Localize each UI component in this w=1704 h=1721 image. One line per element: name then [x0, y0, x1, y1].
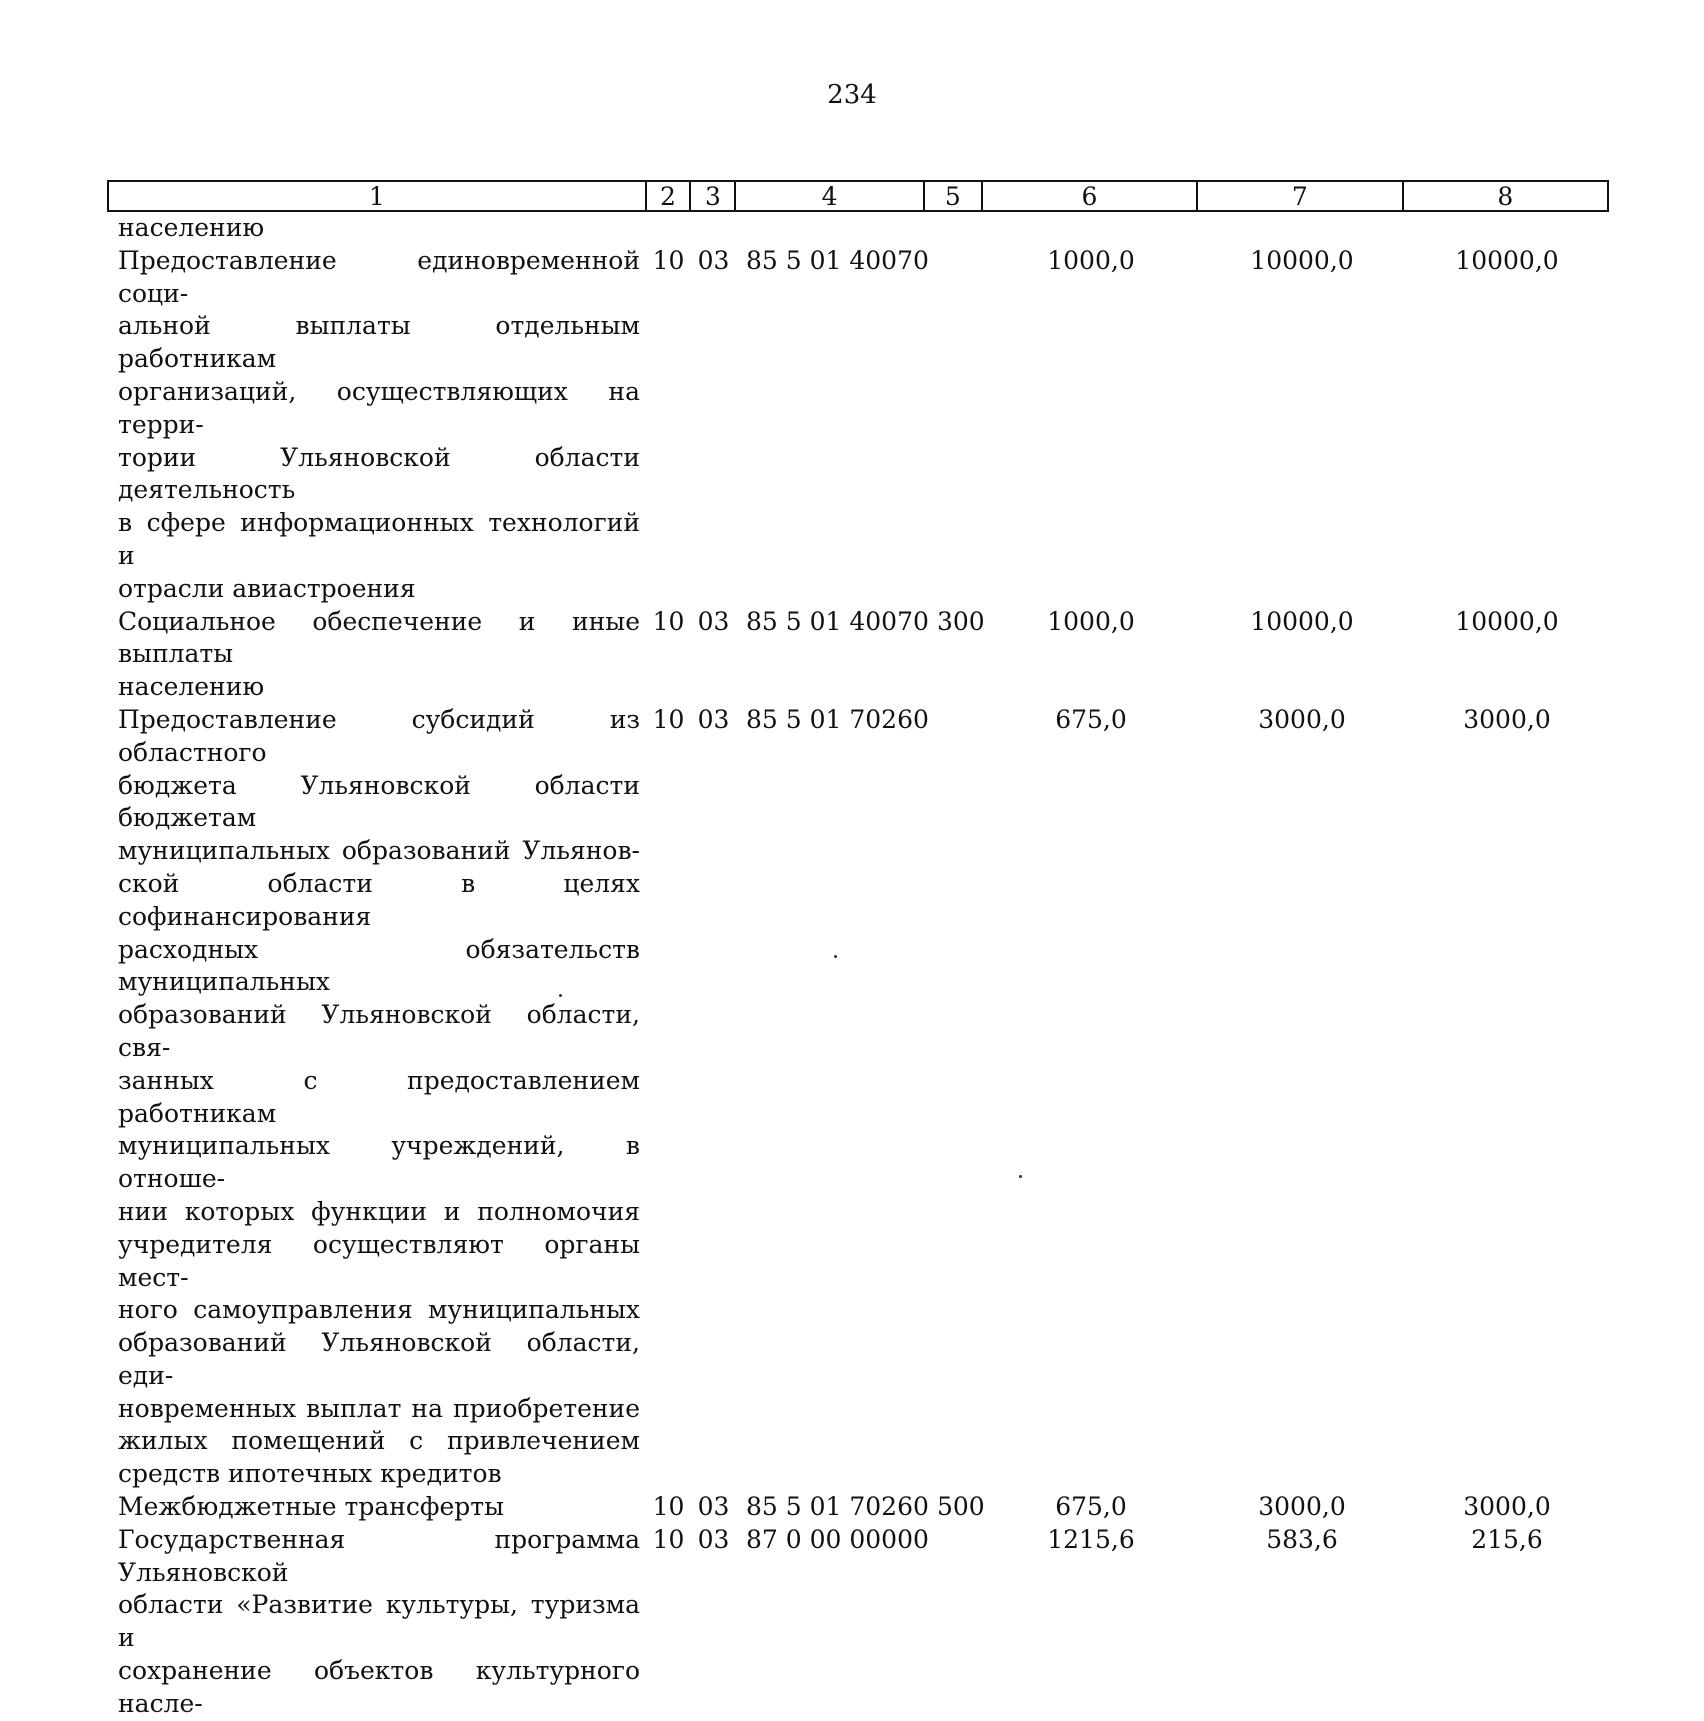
cell-col-5: [925, 704, 983, 1491]
table-row: [107, 606, 1609, 704]
row-name-line: муниципальных образований Ульянов-: [118, 836, 640, 866]
cell-col-7: 3000,0: [1258, 1492, 1346, 1522]
cell-col-2: [646, 212, 691, 245]
row-name-line: альной выплаты отдельным работникам: [118, 311, 640, 374]
row-name-line: учредителя осуществляют органы мест-: [118, 1229, 640, 1292]
cell-col-8: [1405, 212, 1609, 245]
cell-col-5: 500: [937, 1492, 985, 1522]
row-name-line: организаций, осуществляющих на терри-: [118, 376, 640, 439]
row-name-line: ской области в целях софинансирования: [118, 868, 640, 931]
scan-speck: [559, 994, 562, 997]
row-name-line: нии которых функции и полномочия: [118, 1196, 640, 1226]
row-name-line: расходных обязательств муниципальных: [118, 934, 640, 997]
table-row: [107, 1491, 1609, 1524]
cell-col-7: 10000,0: [1250, 245, 1354, 275]
cell-col-3: 03: [697, 1492, 730, 1522]
cell-col-6: 675,0: [1055, 704, 1127, 734]
cell-col-8: 10000,0: [1455, 606, 1559, 636]
cell-col-6: 1000,0: [1047, 606, 1135, 636]
row-name-line: Предоставление единовременной соци-: [118, 245, 640, 308]
cell-col-3: 03: [697, 1524, 730, 1554]
table-row: [107, 245, 1609, 606]
cell-col-5: 300: [937, 606, 985, 636]
budget-table: [107, 180, 1609, 1721]
cell-col-6: [983, 212, 1199, 245]
cell-col-5: [925, 1524, 983, 1721]
row-name-line: средств ипотечных кредитов: [118, 1459, 502, 1489]
header-col-2: 2: [647, 182, 692, 210]
row-name-line: Социальное обеспечение и иные выплаты: [118, 606, 640, 669]
row-name-line: ного самоуправления муниципальных: [118, 1295, 640, 1325]
row-name-line: жилых помещений с привлечением: [118, 1426, 640, 1456]
cell-col-3: [691, 212, 736, 245]
cell-col-7: 3000,0: [1258, 704, 1346, 734]
row-name-line: образований Ульяновской области, свя-: [118, 1000, 640, 1062]
header-col-3: 3: [691, 182, 736, 210]
row-name-line: тории Ульяновской области деятельность: [118, 442, 640, 505]
cell-col-4: 85 5 01 70260: [746, 1492, 929, 1522]
row-name-line: образований Ульяновской области, еди-: [118, 1328, 640, 1390]
cell-col-3: 03: [697, 704, 730, 734]
table-row: [107, 704, 1609, 1491]
row-name-line: Межбюджетные трансферты: [118, 1492, 505, 1522]
cell-col-3: 03: [697, 245, 730, 275]
row-name-line: области «Развитие культуры, туризма и: [118, 1590, 640, 1653]
cell-col-8: 3000,0: [1463, 704, 1551, 734]
cell-col-5: [925, 245, 983, 606]
cell-col-7: 10000,0: [1250, 606, 1354, 636]
cell-col-4: 85 5 01 70260: [746, 704, 929, 734]
header-col-6: 6: [983, 182, 1198, 210]
row-name-line: Предоставление субсидий из областного: [118, 704, 640, 767]
row-name-line: муниципальных учреждений, в отноше-: [118, 1131, 640, 1194]
cell-col-2: 10: [652, 1492, 685, 1522]
cell-col-4: [736, 212, 925, 245]
cell-col-8: 10000,0: [1455, 245, 1559, 275]
table-row: [107, 1524, 1609, 1721]
row-name-cell: [107, 1524, 646, 1721]
cell-col-4: 85 5 01 40070: [746, 245, 929, 275]
cell-col-7: 583,6: [1266, 1524, 1338, 1554]
cell-col-2: 10: [652, 606, 685, 636]
table-header-row: [107, 180, 1609, 212]
table-body: [107, 212, 1609, 1721]
row-name-line: населению: [118, 213, 265, 242]
row-name-line: сохранение объектов культурного насле-: [118, 1656, 640, 1718]
header-col-8: 8: [1497, 182, 1514, 211]
cell-col-8: 215,6: [1471, 1524, 1543, 1554]
scan-speck: [1019, 1175, 1022, 1178]
row-name-cell: [107, 1491, 646, 1524]
row-name-line: отрасли авиастроения: [118, 573, 416, 603]
cell-col-6: 1000,0: [1047, 245, 1135, 275]
page-number: 234: [827, 80, 877, 110]
cell-col-2: 10: [652, 245, 685, 275]
row-name-line: новременных выплат на приобретение: [118, 1393, 640, 1423]
header-col-4: 4: [736, 182, 925, 210]
cell-col-3: 03: [697, 606, 730, 636]
row-name-cell: [107, 212, 646, 245]
row-name-cell: [107, 704, 646, 1491]
cell-col-2: 10: [652, 704, 685, 734]
row-name-line: Государственная программа Ульяновской: [118, 1524, 640, 1587]
row-name-cell: [107, 245, 646, 606]
row-name-line: в сфере информационных технологий и: [118, 508, 640, 570]
cell-col-2: 10: [652, 1524, 685, 1554]
header-col-5: 5: [925, 182, 983, 210]
cell-col-5: [925, 212, 983, 245]
header-col-1: 1: [109, 182, 647, 210]
cell-col-4: 87 0 00 00000: [746, 1524, 929, 1554]
cell-col-7: [1199, 212, 1405, 245]
cell-col-8: 3000,0: [1463, 1492, 1551, 1522]
cell-col-6: 675,0: [1055, 1492, 1127, 1522]
header-col-7: 7: [1198, 182, 1403, 210]
cell-col-6: 1215,6: [1047, 1524, 1135, 1554]
scan-speck: [834, 955, 837, 958]
row-name-cell: [107, 606, 646, 704]
row-name-line: населению: [118, 672, 265, 702]
row-name-line: бюджета Ульяновской области бюджетам: [118, 770, 640, 833]
cell-col-4: 85 5 01 40070: [746, 606, 929, 636]
table-row: [107, 212, 1609, 245]
row-name-line: занных с предоставлением работникам: [118, 1065, 640, 1128]
